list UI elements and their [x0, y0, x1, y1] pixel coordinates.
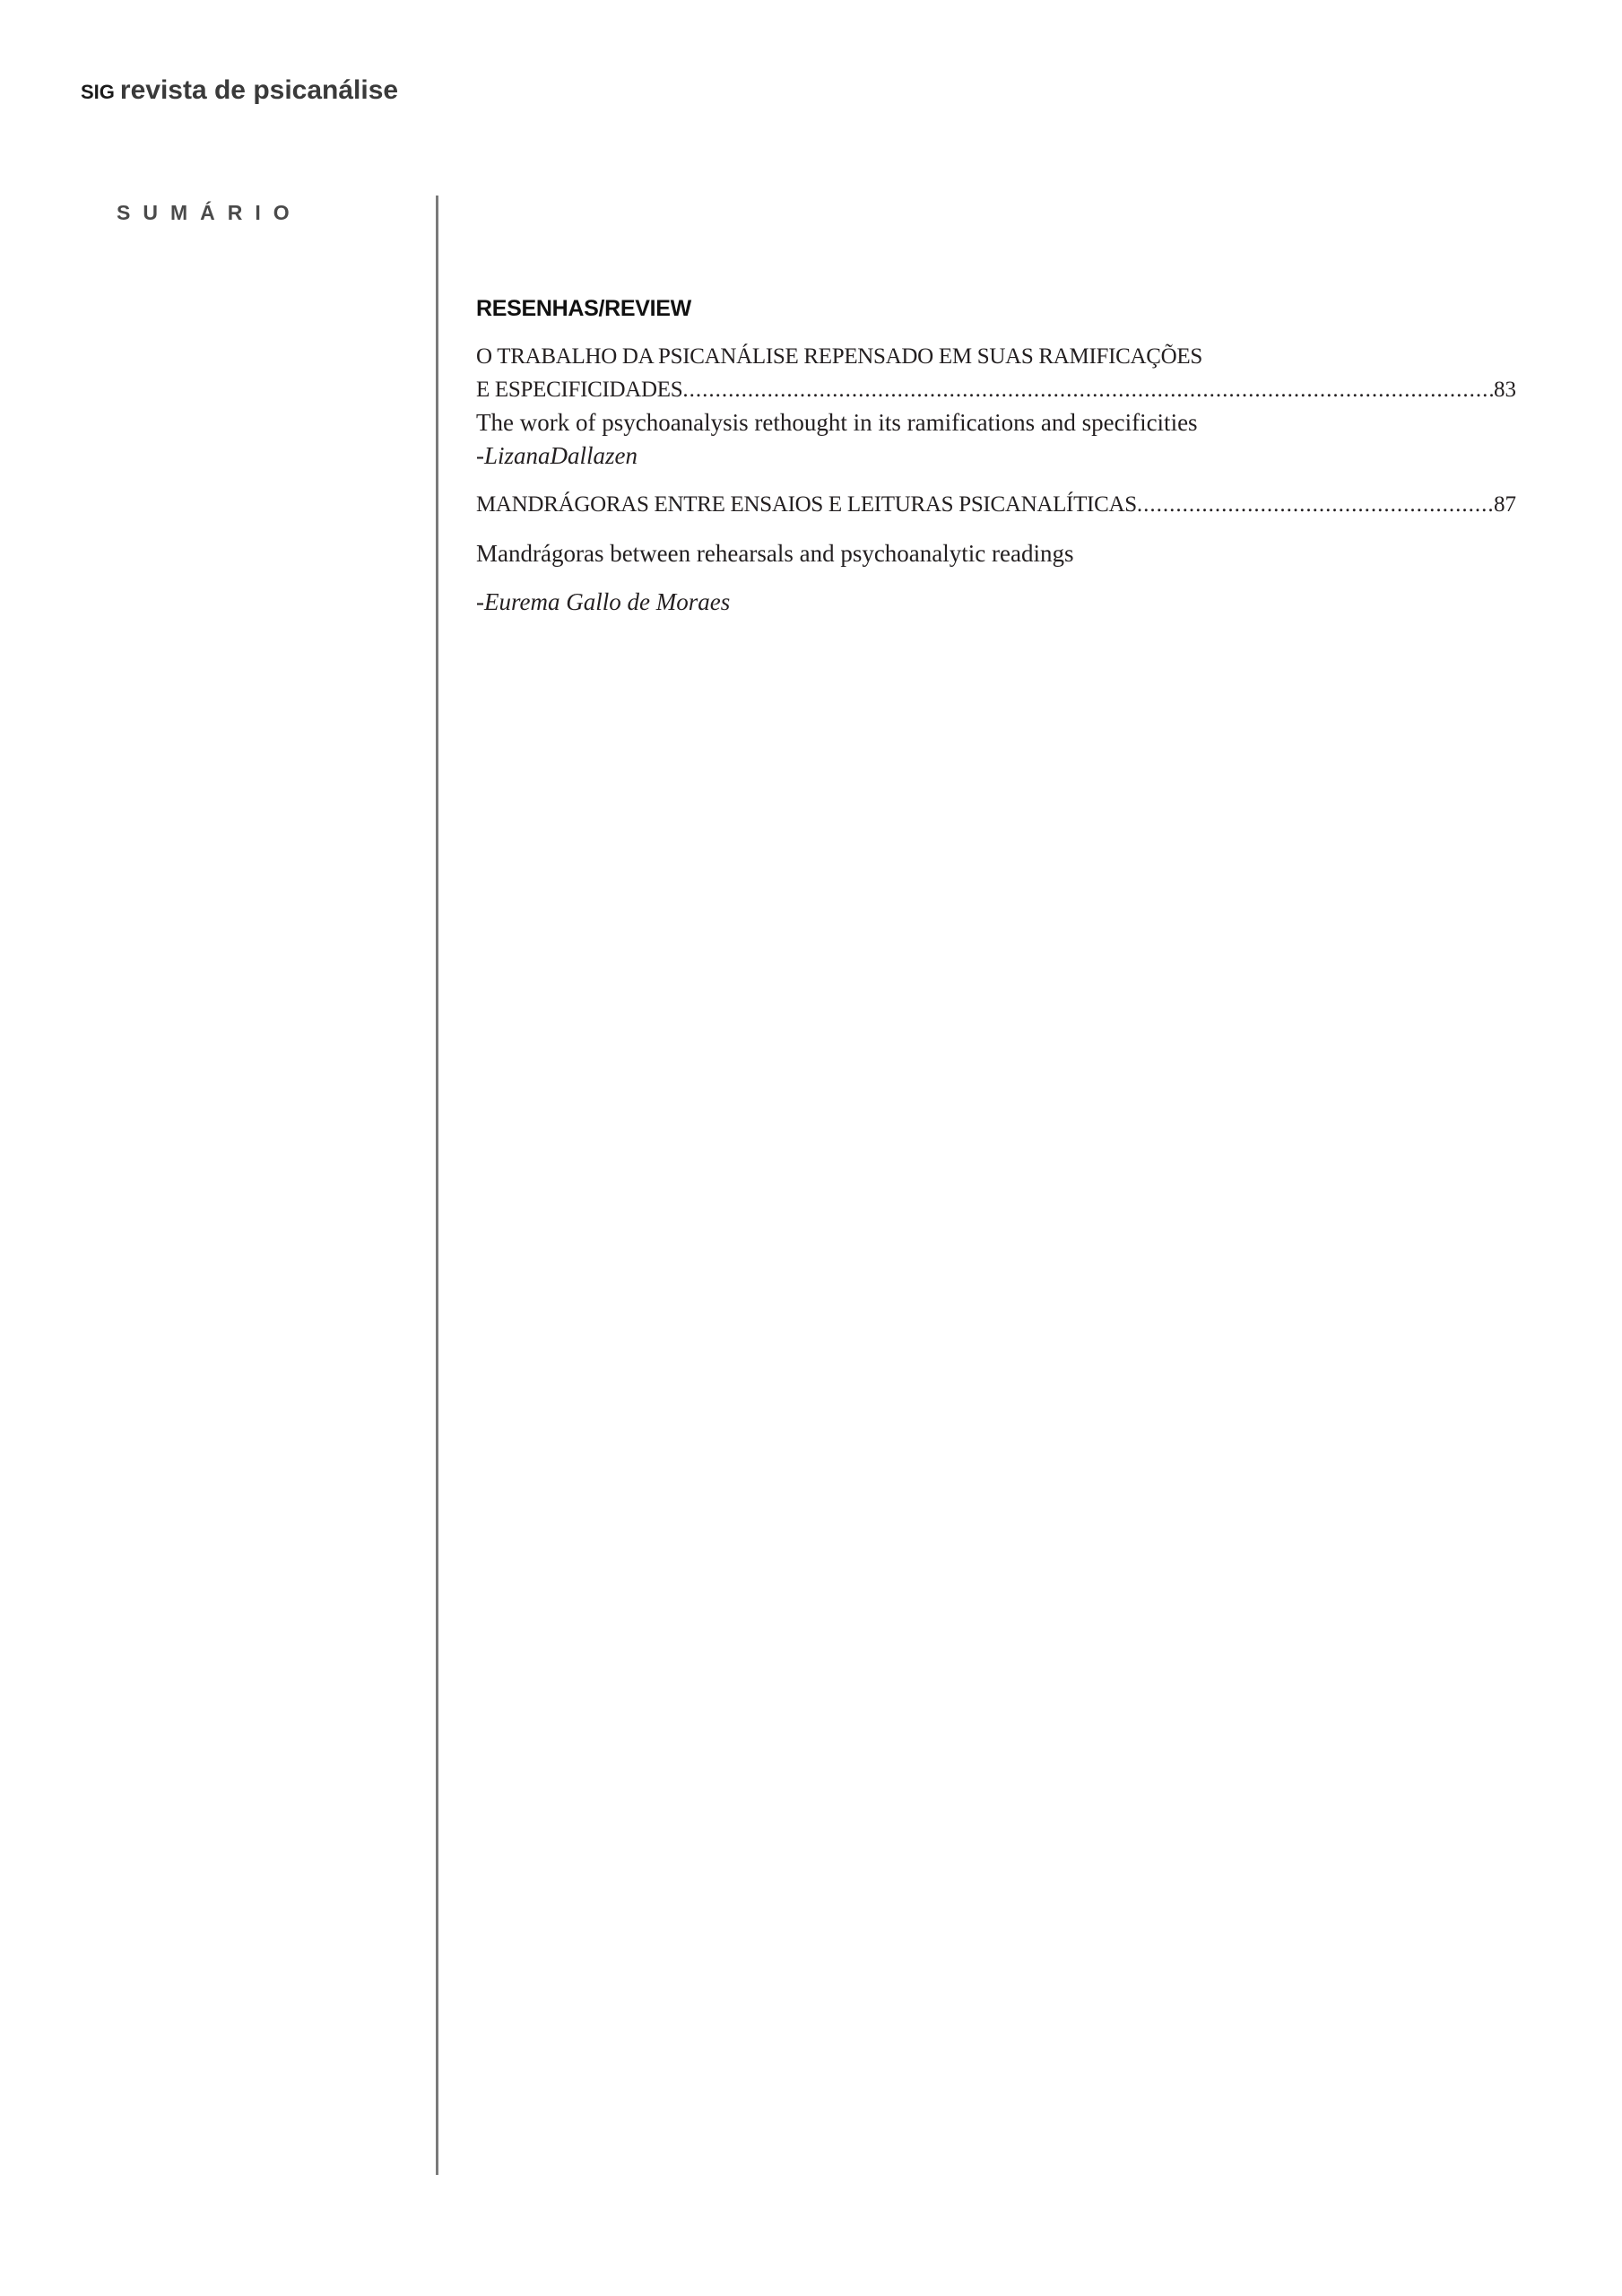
entry-english-title: The work of psychoanalysis rethought in its ramifications and specificities — [476, 409, 1198, 436]
dot-leader — [1137, 488, 1494, 521]
entry-english-title: Mandrágoras between rehearsals and psychoanalytic readings — [476, 540, 1074, 567]
vertical-divider — [436, 196, 438, 2175]
entry-author: -Eurema Gallo de Moraes — [476, 588, 731, 615]
entry-title-leader — [476, 488, 1516, 521]
section-title: RESENHAS/REVIEW — [476, 296, 691, 321]
entry-title-leader — [476, 373, 1516, 406]
journal-name: revista de psicanálise — [119, 75, 399, 105]
entry-title-line: MANDRÁGORAS ENTRE ENSAIOS E LEITURAS PSICANALÍTICAS — [476, 492, 1137, 517]
journal-header — [81, 75, 398, 106]
page-number: 87 — [1494, 492, 1516, 517]
page-number: 83 — [1494, 378, 1516, 402]
entry-title-line: O TRABALHO DA PSICANÁLISE REPENSADO EM SUAS RAMIFICAÇÕES — [476, 344, 1202, 369]
toc-content — [476, 296, 1516, 619]
dot-leader — [682, 373, 1494, 406]
entry-title-line: E ESPECIFICIDADES — [476, 378, 683, 402]
entry-author: -LizanaDallazen — [476, 442, 638, 469]
toc-entry[interactable] — [476, 340, 1516, 473]
toc-entry[interactable] — [476, 488, 1516, 619]
journal-abbreviation: SIG — [81, 81, 115, 103]
table-of-contents-label: SUMÁRIO — [117, 201, 302, 224]
